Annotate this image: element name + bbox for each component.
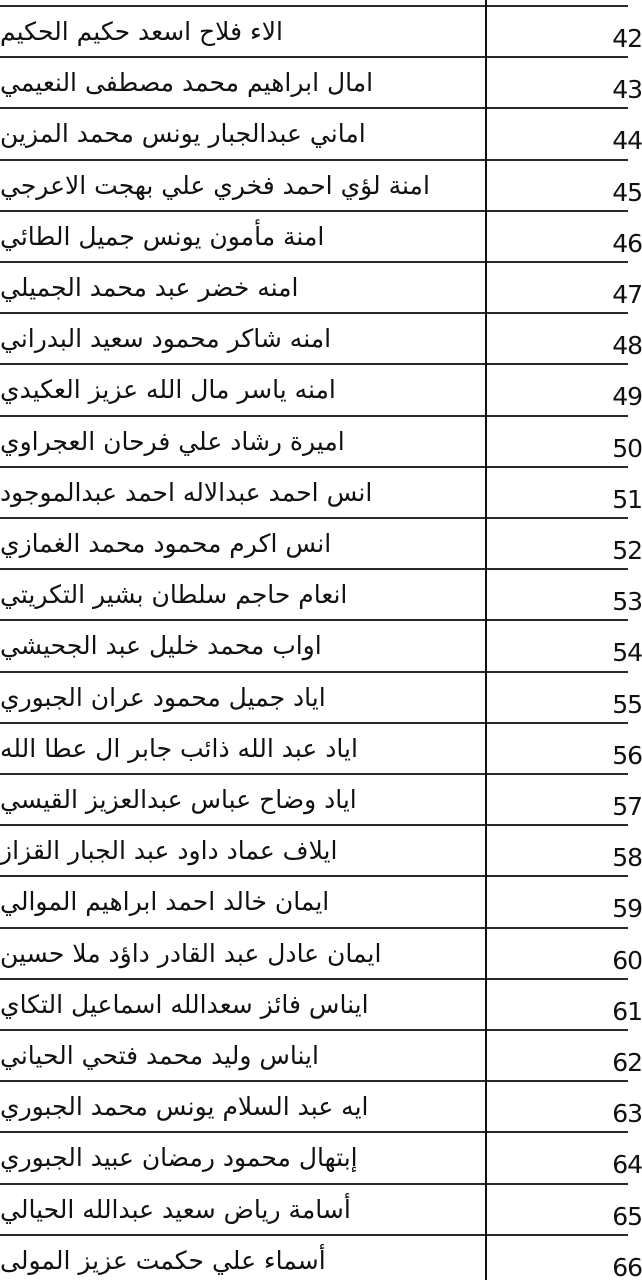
row-number: 45	[612, 177, 642, 207]
name-cell[interactable]	[0, 467, 485, 518]
name-text: اواب محمد خليل عبد الجحيشي	[0, 631, 322, 661]
name-cell[interactable]	[0, 364, 485, 415]
number-cell[interactable]	[487, 467, 642, 518]
table-row[interactable]	[0, 364, 642, 415]
name-text: امنه خضر عبد محمد الجميلي	[0, 273, 299, 302]
name-text: ايمان عادل عبد القادر داؤد ملا حسين	[0, 938, 382, 968]
number-cell[interactable]	[487, 825, 642, 876]
row-number: 59	[612, 894, 642, 924]
name-cell[interactable]	[0, 825, 485, 876]
name-text: اياد وضاح عباس عبدالعزيز القيسي	[0, 785, 357, 814]
name-text: امنه ياسر مال الله عزيز العكيدي	[0, 375, 336, 405]
name-text: انس احمد عبدالاله احمد عبدالموجود	[0, 477, 373, 507]
name-cell[interactable]	[0, 1081, 485, 1132]
number-cell[interactable]	[487, 1030, 642, 1081]
row-number: 51	[612, 484, 642, 514]
table-row[interactable]	[0, 672, 642, 723]
name-text: ايناس وليد محمد فتحي الحياني	[0, 1041, 319, 1070]
name-cell[interactable]	[0, 979, 485, 1030]
name-text: انعام حاجم سلطان بشير التكريتي	[0, 580, 348, 610]
table-row[interactable]	[0, 569, 642, 620]
table-row[interactable]	[0, 467, 642, 518]
name-cell[interactable]	[0, 108, 485, 159]
name-text: ايلاف عماد داود عبد الجبار القزاز	[0, 836, 338, 866]
table-row[interactable]	[0, 723, 642, 774]
name-cell[interactable]	[0, 672, 485, 723]
number-cell[interactable]	[487, 620, 642, 671]
name-cell[interactable]	[0, 1184, 485, 1235]
table-row[interactable]	[0, 313, 642, 364]
table-row[interactable]	[0, 518, 642, 569]
row-number: 57	[612, 792, 642, 821]
number-cell[interactable]	[487, 518, 642, 569]
name-cell[interactable]	[0, 1235, 485, 1286]
name-text: انس اكرم محمود محمد الغمازي	[0, 529, 332, 558]
name-cell[interactable]	[0, 313, 485, 364]
row-number: 65	[612, 1201, 642, 1231]
number-cell[interactable]	[487, 108, 642, 159]
table-row[interactable]	[0, 1235, 642, 1286]
table-row[interactable]	[0, 774, 642, 825]
row-number: 55	[612, 689, 642, 719]
name-text: اياد جميل محمود عران الجبوري	[0, 682, 326, 712]
name-cell[interactable]	[0, 569, 485, 620]
row-number: 63	[612, 1099, 642, 1129]
table-row[interactable]	[0, 160, 642, 211]
name-text: امنه شاكر محمود سعيد البدراني	[0, 324, 332, 354]
number-cell[interactable]	[487, 313, 642, 364]
row-number: 49	[612, 382, 642, 412]
row-number: 50	[612, 433, 642, 463]
table-row[interactable]	[0, 416, 642, 467]
number-cell[interactable]	[487, 6, 642, 57]
number-cell[interactable]	[487, 1132, 642, 1183]
name-text: ايمان خالد احمد ابراهيم الموالي	[0, 887, 330, 917]
number-cell[interactable]	[487, 723, 642, 774]
row-number: 42	[612, 24, 642, 53]
name-cell[interactable]	[0, 723, 485, 774]
number-cell[interactable]	[487, 160, 642, 211]
name-cell[interactable]	[0, 1030, 485, 1081]
name-text: أسامة رياض سعيد عبدالله الحيالي	[0, 1194, 351, 1224]
number-cell[interactable]	[487, 262, 642, 313]
number-cell[interactable]	[487, 569, 642, 620]
name-cell[interactable]	[0, 57, 485, 108]
number-cell[interactable]	[487, 774, 642, 825]
name-cell[interactable]	[0, 1132, 485, 1183]
name-text: الاء فلاح اسعد حكيم الحكيم	[0, 17, 283, 46]
table-row[interactable]	[0, 979, 642, 1030]
table-row[interactable]	[0, 211, 642, 262]
table-row[interactable]	[0, 1030, 642, 1081]
number-cell[interactable]	[487, 876, 642, 927]
row-number: 47	[612, 280, 642, 309]
number-cell[interactable]	[487, 57, 642, 108]
row-number: 61	[612, 996, 642, 1026]
row-number: 44	[612, 126, 642, 156]
row-number: 48	[612, 331, 642, 361]
name-text: أسماء علي حكمت عزيز المولى	[0, 1245, 326, 1275]
number-cell[interactable]	[487, 672, 642, 723]
number-cell[interactable]	[487, 416, 642, 467]
name-cell[interactable]	[0, 211, 485, 262]
name-text: امال ابراهيم محمد مصطفى النعيمي	[0, 68, 374, 98]
row-number: 58	[612, 843, 642, 873]
column-divider	[485, 0, 487, 1280]
name-cell[interactable]	[0, 518, 485, 569]
table-row[interactable]	[0, 57, 642, 108]
number-cell[interactable]	[487, 928, 642, 979]
row-number: 54	[612, 638, 642, 668]
table-row[interactable]	[0, 6, 642, 57]
name-text: اميرة رشاد علي فرحان العجراوي	[0, 426, 345, 456]
name-text: إبتهال محمود رمضان عبيد الجبوري	[0, 1143, 358, 1173]
name-cell[interactable]	[0, 262, 485, 313]
name-text: ايناس فائز سعدالله اسماعيل التكاي	[0, 989, 369, 1019]
name-cell[interactable]	[0, 876, 485, 927]
table-row[interactable]	[0, 1184, 642, 1235]
name-text: اياد عبد الله ذائب جابر ال عطا الله	[0, 733, 358, 763]
table-row[interactable]	[0, 1081, 642, 1132]
table-row[interactable]	[0, 876, 642, 927]
number-cell[interactable]	[487, 364, 642, 415]
name-cell[interactable]	[0, 160, 485, 211]
row-number: 56	[612, 740, 642, 770]
row-number: 43	[612, 75, 642, 105]
number-cell[interactable]	[487, 979, 642, 1030]
number-cell[interactable]	[487, 1184, 642, 1235]
name-cell[interactable]	[0, 6, 485, 57]
number-cell[interactable]	[487, 211, 642, 262]
name-text: امنة لؤي احمد فخري علي بهجت الاعرجي	[0, 170, 430, 200]
name-cell[interactable]	[0, 416, 485, 467]
row-number: 64	[612, 1150, 642, 1180]
name-cell[interactable]	[0, 928, 485, 979]
row-number: 60	[612, 945, 642, 975]
name-text: ايه عبد السلام يونس محمد الجبوري	[0, 1092, 369, 1122]
name-cell[interactable]	[0, 774, 485, 825]
row-number: 66	[612, 1252, 642, 1282]
table-row[interactable]	[0, 108, 642, 159]
table-row[interactable]	[0, 1132, 642, 1183]
row-number: 53	[612, 587, 642, 617]
table-row[interactable]	[0, 928, 642, 979]
table-row[interactable]	[0, 825, 642, 876]
row-number: 62	[612, 1048, 642, 1077]
number-cell[interactable]	[487, 1235, 642, 1286]
name-cell[interactable]	[0, 620, 485, 671]
table-row[interactable]	[0, 620, 642, 671]
table-row[interactable]	[0, 262, 642, 313]
number-cell[interactable]	[487, 1081, 642, 1132]
name-text: امنة مأمون يونس جميل الطائي	[0, 221, 325, 251]
name-text: اماني عبدالجبار يونس محمد المزين	[0, 119, 366, 149]
row-number: 52	[612, 536, 642, 565]
row-number: 46	[612, 228, 642, 258]
